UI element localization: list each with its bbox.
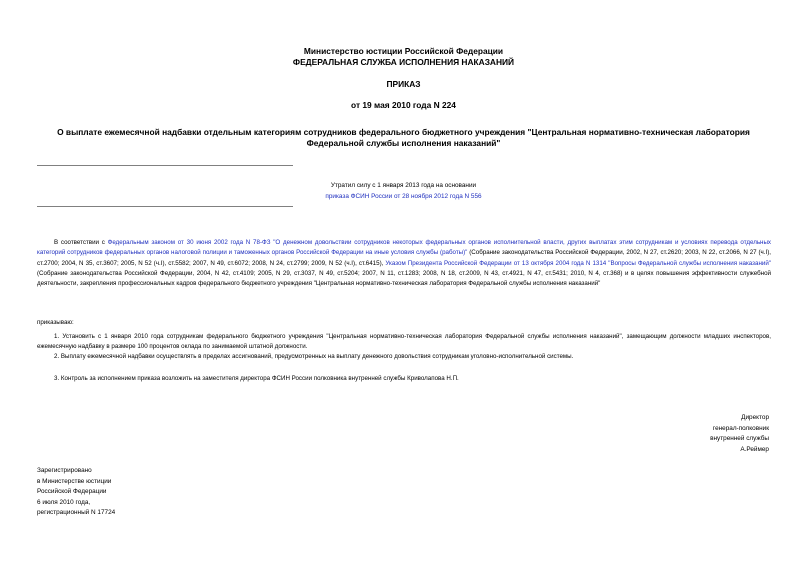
status-note [0, 180, 807, 202]
basis-text-3: (Собрание законодательства Российской Федерации, 2004, N 42, ст.4109; 2005, N 29, ст.3037, N 49, ст.5204; 2007, N 11, ст.1283; 2008, N 18, ст.2009, N 43, ст.4921, N 47, ст.5431; 2010, N 4, ст.368) и в целях повышения эффективности служебной деятельности, закрепления профессиональных кадров федерального бюджетного учреждения "Центральная нормативно-техническая лаборатория Федеральной службы исполнения наказаний" [37, 269, 771, 288]
order-item-3: 3. Контроль за исполнением приказа возложить на заместителя директора ФСИН России полковника внутренней службы Криволапова Н.П. [54, 375, 459, 382]
signature-service: внутренней службы [710, 435, 769, 442]
orders-word: приказываю: [37, 319, 74, 326]
presidential-decree-link[interactable]: Указом Президента Российской Федерации от 13 октября 2004 года N 1314 "Вопросы Федеральной службы исполнения наказаний" [385, 259, 771, 267]
divider-bottom [37, 206, 293, 207]
divider-top [37, 165, 293, 166]
document-title: О выплате ежемесячной надбавки отдельным категориям сотрудников федерального бюджетного учреждения "Центральная нормативно-техническая лаборатория Федеральной службы исполнения наказаний" [57, 127, 750, 148]
registration-line-1: Зарегистрировано [37, 467, 92, 474]
ministry-name: Министерство юстиции Российской Федерации [303, 46, 504, 56]
signature-rank: генерал-полковник [712, 424, 769, 432]
repeal-order-link[interactable]: приказа ФСИН России от 28 ноября 2012 года N 556 [325, 193, 482, 200]
document-type: ПРИКАЗ [386, 79, 421, 89]
signature-position: Директор [741, 414, 769, 421]
signature-name: А.Реймер [740, 445, 769, 453]
basis-text-1: В соответствии с [54, 239, 108, 246]
document-date-number: от 19 мая 2010 года N 224 [351, 100, 456, 110]
order-item-1: 1. Установить с 1 января 2010 года сотрудникам федерального бюджетного учреждения "Центральная нормативно-техническая лаборатория Федеральной службы исполнения наказаний", замещающим должности младших инспекторов, ежемесячную надбавку в размере 100 процентов оклада по занимаемой штатной должности. [37, 333, 771, 351]
basis-text-2: (Собрание законодательства Российской Федерации, 2002, N 27, ст.2620; 2003, N 22, ст.2066, N 27 (ч.I), ст.2700; 2004, N 35, ст.3607; 2005, N 52 (ч.I), ст.5582; 2007, N 49, ст.6072; 2008, N 24, ст.2799; 2009, N 52 (ч.I), ст.6415), [37, 249, 771, 267]
order-item-2: 2. Выплату ежемесячной надбавки осуществлять в пределах ассигнований, предусмотренных на выплату денежного довольствия сотрудникам уголовно-исполнительной системы. [54, 353, 574, 360]
signature-block [710, 413, 769, 455]
registration-block [37, 466, 115, 519]
status-note-text: Утратил силу с 1 января 2013 года на основании [330, 182, 477, 189]
registration-line-2: в Министерстве юстиции [37, 477, 112, 485]
federal-law-link[interactable]: Федеральным законом от 30 июня 2002 года N 78-ФЗ "О денежном довольствии сотрудников некоторых федеральных органов исполнительной власти, других выплатах этим сотрудникам и условиях перевода отдельных категорий сотрудников федеральных органов налоговой полиции и таможенных органов Российской Федерации на иные условия службы (работы)" [37, 239, 772, 257]
service-name: ФЕДЕРАЛЬНАЯ СЛУЖБА ИСПОЛНЕНИЯ НАКАЗАНИЙ [292, 57, 515, 67]
basis-paragraph [37, 238, 771, 289]
registration-line-4: 6 июля 2010 года, [37, 498, 91, 506]
registration-number: регистрационный N 17724 [37, 509, 116, 516]
registration-line-3: Российской Федерации [37, 488, 107, 495]
